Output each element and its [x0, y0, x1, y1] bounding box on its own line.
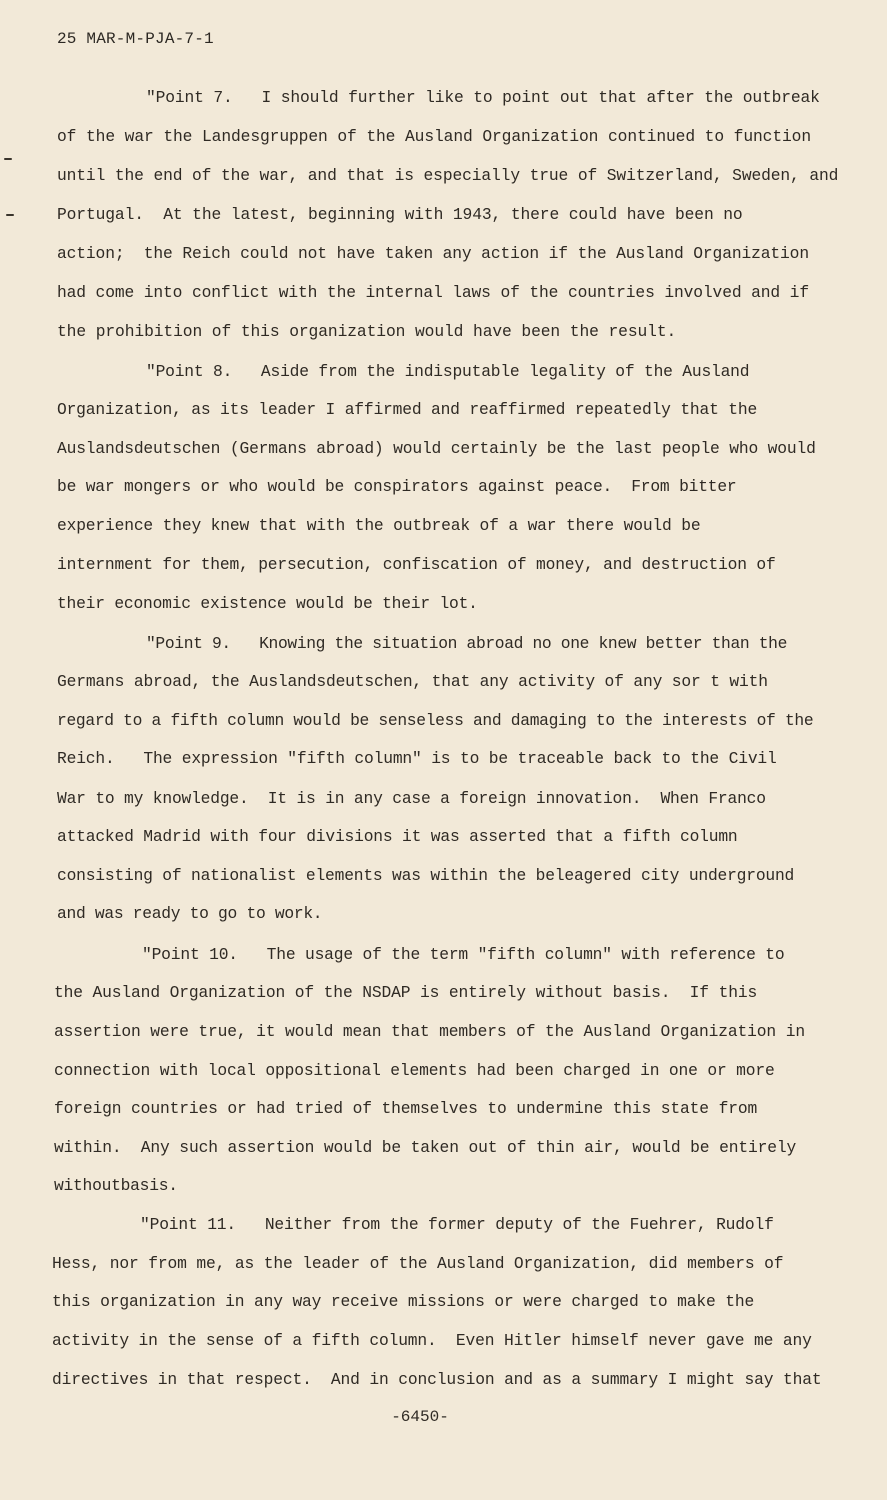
text-line: connection with local oppositional elements had been charged in one or more	[54, 1061, 775, 1080]
margin-mark	[4, 158, 12, 160]
margin-mark	[6, 214, 14, 216]
text-line: within. Any such assertion would be taken out of thin air, would be entirely	[54, 1138, 797, 1157]
text-line: be war mongers or who would be conspirators against peace. From bitter	[57, 477, 737, 496]
text-line: their economic existence would be their lot.	[57, 594, 478, 613]
text-line: of the war the Landesgruppen of the Ausland Organization continued to function	[57, 127, 811, 146]
text-line: Reich. The expression "fifth column" is to be traceable back to the Civil	[57, 749, 777, 768]
page-number: -6450-	[391, 1408, 449, 1426]
text-line: directives in that respect. And in conclusion and as a summary I might say that	[52, 1370, 822, 1389]
text-line: consisting of nationalist elements was within the beleagered city underground	[57, 866, 795, 885]
text-line: the prohibition of this organization would have been the result.	[57, 322, 677, 341]
text-line: activity in the sense of a fifth column. Even Hitler himself never gave me any	[52, 1331, 812, 1350]
text-line: "Point 11. Neither from the former deputy of the Fuehrer, Rudolf	[140, 1215, 774, 1234]
text-line: attacked Madrid with four divisions it was asserted that a fifth column	[57, 827, 738, 846]
text-line: regard to a fifth column would be senseless and damaging to the interests of the	[57, 711, 814, 730]
text-line: Germans abroad, the Auslandsdeutschen, that any activity of any sor t with	[57, 672, 768, 691]
text-line: had come into conflict with the internal laws of the countries involved and if	[57, 283, 809, 302]
text-line: this organization in any way receive missions or were charged to make the	[52, 1292, 755, 1311]
text-line: foreign countries or had tried of themselves to undermine this state from	[54, 1099, 758, 1118]
text-line: Auslandsdeutschen (Germans abroad) would certainly be the last people who would	[57, 439, 816, 458]
text-line: action; the Reich could not have taken any action if the Ausland Organization	[57, 244, 809, 263]
document-id: 25 MAR-M-PJA-7-1	[57, 30, 214, 48]
text-line: experience they knew that with the outbreak of a war there would be	[57, 516, 701, 535]
text-line: War to my knowledge. It is in any case a foreign innovation. When Franco	[57, 789, 766, 808]
text-line: withoutbasis.	[54, 1176, 178, 1195]
text-line: "Point 10. The usage of the term "fifth column" with reference to	[142, 945, 785, 964]
text-line: the Ausland Organization of the NSDAP is entirely without basis. If this	[54, 983, 758, 1002]
text-line: "Point 8. Aside from the indisputable legality of the Ausland	[146, 362, 750, 381]
text-line: Organization, as its leader I affirmed and reaffirmed repeatedly that the	[57, 400, 758, 419]
text-line: "Point 7. I should further like to point out that after the outbreak	[146, 88, 820, 107]
text-line: Portugal. At the latest, beginning with 1943, there could have been no	[57, 205, 743, 224]
text-line: Hess, nor from me, as the leader of the Ausland Organization, did members of	[52, 1254, 784, 1273]
text-line: assertion were true, it would mean that members of the Ausland Organization in	[54, 1022, 805, 1041]
text-line: until the end of the war, and that is especially true of Switzerland, Sweden, and	[57, 166, 839, 185]
text-line: internment for them, persecution, confiscation of money, and destruction of	[57, 555, 776, 574]
text-line: and was ready to go to work.	[57, 904, 323, 923]
text-line: "Point 9. Knowing the situation abroad no one knew better than the	[146, 634, 788, 653]
